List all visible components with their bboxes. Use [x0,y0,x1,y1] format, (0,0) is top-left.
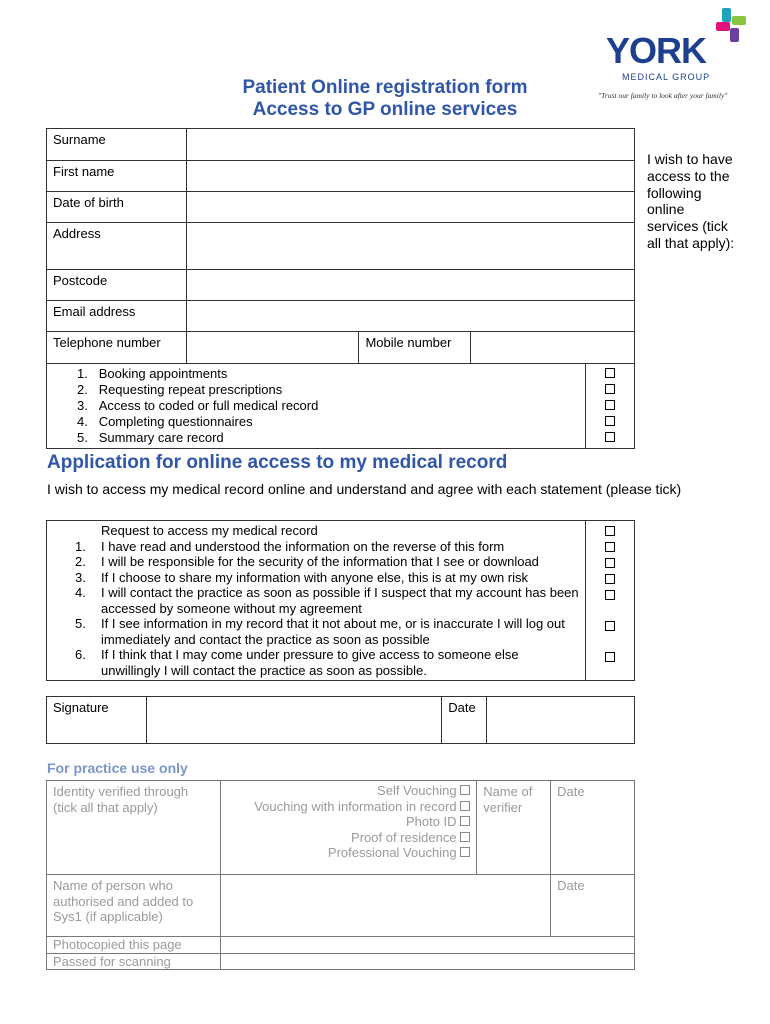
services-list [47,364,586,449]
services-table [46,363,635,449]
scanning-label: Passed for scanning [47,953,221,970]
option-proof-residence[interactable]: Proof of residence [227,830,470,846]
list-item: 2. Requesting repeat prescriptions [77,382,283,397]
option-self-vouching[interactable]: Self Vouching [227,783,470,799]
statement-checkbox[interactable] [605,574,615,584]
list-item: 2. I will be responsible for the security of the information that I see or download [75,554,539,569]
list-item: 3. Access to coded or full medical record [77,398,319,413]
list-item: 1. Booking appointments [77,366,228,381]
checkbox-icon[interactable] [460,847,470,857]
list-item: 1. I have read and understood the information on the reverse of this form [75,538,505,554]
option-photo-id[interactable]: Photo ID [227,814,470,830]
list-item: 6. If I think that I may come under pressure to give access to someone else unwillingly I will contact the practice as soon as possible. [75,647,519,678]
statement-checkbox[interactable] [605,621,615,631]
option-vouching-info[interactable]: Vouching with information in record [227,799,470,815]
form-title-line1: Patient Online registration form [242,77,528,98]
form-title-line2: Access to GP online services [252,99,518,120]
date-field[interactable] [487,697,635,744]
statement-checkbox[interactable] [605,542,615,552]
logo-subtitle: MEDICAL GROUP [622,72,711,82]
first-name-field[interactable] [186,161,634,192]
signature-field[interactable] [146,697,441,744]
surname-label: Surname [47,129,187,161]
address-label: Address [47,223,187,270]
cross-logo-icon [712,6,752,48]
service-checkbox[interactable] [605,400,615,410]
statement-checkbox[interactable] [605,526,615,536]
verifier-label: Name of verifier [477,781,551,875]
list-item: 3. If I choose to share my information with anyone else, this is at my own risk [75,569,529,585]
service-checkbox[interactable] [605,432,615,442]
statements-list [47,521,586,681]
option-professional-vouching[interactable]: Professional Vouching [227,845,470,861]
signature-label: Signature [47,697,147,744]
telephone-field[interactable] [186,332,359,364]
service-checkbox[interactable] [605,416,615,426]
services-instruction: I wish to have access to the following online services (tick all that apply): [647,151,735,251]
logo-tagline: "Trust our family to look after your family" [598,91,728,100]
mobile-label: Mobile number [359,332,471,364]
surname-field[interactable] [186,129,634,161]
email-label: Email address [47,301,187,332]
dob-field[interactable] [186,192,634,223]
statements-table [46,520,635,681]
authorised-field[interactable] [220,875,550,937]
telephone-label: Telephone number [47,332,187,364]
postcode-label: Postcode [47,270,187,301]
service-checkbox[interactable] [605,384,615,394]
checkbox-icon[interactable] [460,816,470,826]
checkbox-icon[interactable] [460,832,470,842]
practice-heading: For practice use only [47,760,188,776]
email-field[interactable] [186,301,634,332]
date-label: Date [442,697,487,744]
logo-name: YORK [606,30,707,71]
statement-checkbox[interactable] [605,590,615,600]
authorised-label: Name of person who authorised and added to Sys1 (if applicable) [47,875,221,937]
services-checkboxes [586,364,635,449]
dob-label: Date of birth [47,192,187,223]
practice-date-label-2: Date [551,875,635,937]
photocopied-label: Photocopied this page [47,937,221,954]
statement-checkboxes [586,521,635,681]
checkbox-icon[interactable] [460,801,470,811]
record-heading: Application for online access to my medical record [47,452,508,473]
postcode-field[interactable] [186,270,634,301]
service-checkbox[interactable] [605,368,615,378]
scanning-field[interactable] [220,953,634,970]
practice-date-label: Date [551,781,635,875]
signature-table [46,696,635,744]
list-item: 4. Completing questionnaires [77,414,253,429]
statement-checkbox[interactable] [605,558,615,568]
statement-checkbox[interactable] [605,652,615,662]
identity-options [220,781,476,875]
request-label: Request to access my medical record [101,523,318,538]
identity-label: Identity verified through (tick all that apply) [47,781,221,875]
photocopied-field[interactable] [220,937,634,954]
list-item: 5. Summary care record [77,430,224,445]
record-intro: I wish to access my medical record online and understand and agree with each statement (please tick) [47,481,682,497]
patient-details-table [46,128,635,364]
list-item: 5. If I see information in my record that it not about me, or is inaccurate I will log out immediately and contact the practice as soon as possible [75,616,565,647]
practice-table [46,780,635,970]
mobile-field[interactable] [471,332,635,364]
list-item: 4. I will contact the practice as soon as possible if I suspect that my account has been accessed by someone without my agreement [75,585,579,616]
first-name-label: First name [47,161,187,192]
address-field[interactable] [186,223,634,270]
checkbox-icon[interactable] [460,785,470,795]
